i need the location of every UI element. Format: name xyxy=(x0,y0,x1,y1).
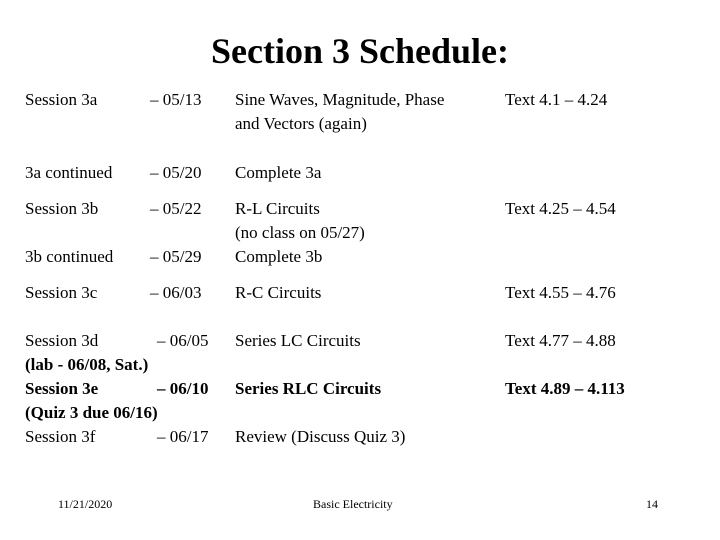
session-label-3a: Session 3a xyxy=(25,90,98,109)
session-topic-3d: Series LC Circuits xyxy=(235,331,361,350)
session-topic-3a: Sine Waves, Magnitude, Phase xyxy=(235,90,445,109)
footer-page-number: 14 xyxy=(646,497,658,511)
session-label-3f: Session 3f xyxy=(25,427,96,446)
session-date-3a-continued: – 05/20 xyxy=(150,163,202,182)
footer-date: 11/21/2020 xyxy=(58,497,113,511)
session-label-3b: Session 3b xyxy=(25,199,99,218)
session-label-3d: Session 3d xyxy=(25,331,99,350)
session-date-3a: – 05/13 xyxy=(150,90,202,109)
slide-title: Section 3 Schedule: xyxy=(210,31,509,71)
session-note-3e: (Quiz 3 due 06/16) xyxy=(25,403,158,422)
session-date-3d: – 06/05 xyxy=(157,331,209,350)
session-date-3f: – 06/17 xyxy=(157,427,209,446)
session-topic-3a-line2: and Vectors (again) xyxy=(235,114,367,133)
footer-center: Basic Electricity xyxy=(313,497,393,511)
session-text-3a: Text 4.1 – 4.24 xyxy=(505,90,608,109)
session-date-3c: – 06/03 xyxy=(150,283,202,302)
session-topic-3b-continued: Complete 3b xyxy=(235,247,323,266)
session-text-3e: Text 4.89 – 4.113 xyxy=(505,379,625,398)
session-topic-3b: R-L Circuits xyxy=(235,199,320,218)
session-topic-3b-line2: (no class on 05/27) xyxy=(235,223,365,242)
session-date-3b-continued: – 05/29 xyxy=(150,247,202,266)
session-topic-3a-continued: Complete 3a xyxy=(235,163,322,182)
session-text-3b: Text 4.25 – 4.54 xyxy=(505,199,616,218)
session-date-3b: – 05/22 xyxy=(150,199,202,218)
session-topic-3c: R-C Circuits xyxy=(235,283,322,302)
session-text-3d: Text 4.77 – 4.88 xyxy=(505,331,616,350)
session-text-3c: Text 4.55 – 4.76 xyxy=(505,283,616,302)
session-label-3e: Session 3e xyxy=(25,379,99,398)
session-note-3d: (lab - 06/08, Sat.) xyxy=(25,355,149,374)
session-label-3b-continued: 3b continued xyxy=(25,247,114,266)
session-label-3a-continued: 3a continued xyxy=(25,163,113,182)
session-topic-3e: Series RLC Circuits xyxy=(235,379,382,398)
session-label-3c: Session 3c xyxy=(25,283,98,302)
session-date-3e: – 06/10 xyxy=(157,379,209,398)
session-topic-3f: Review (Discuss Quiz 3) xyxy=(235,427,406,446)
